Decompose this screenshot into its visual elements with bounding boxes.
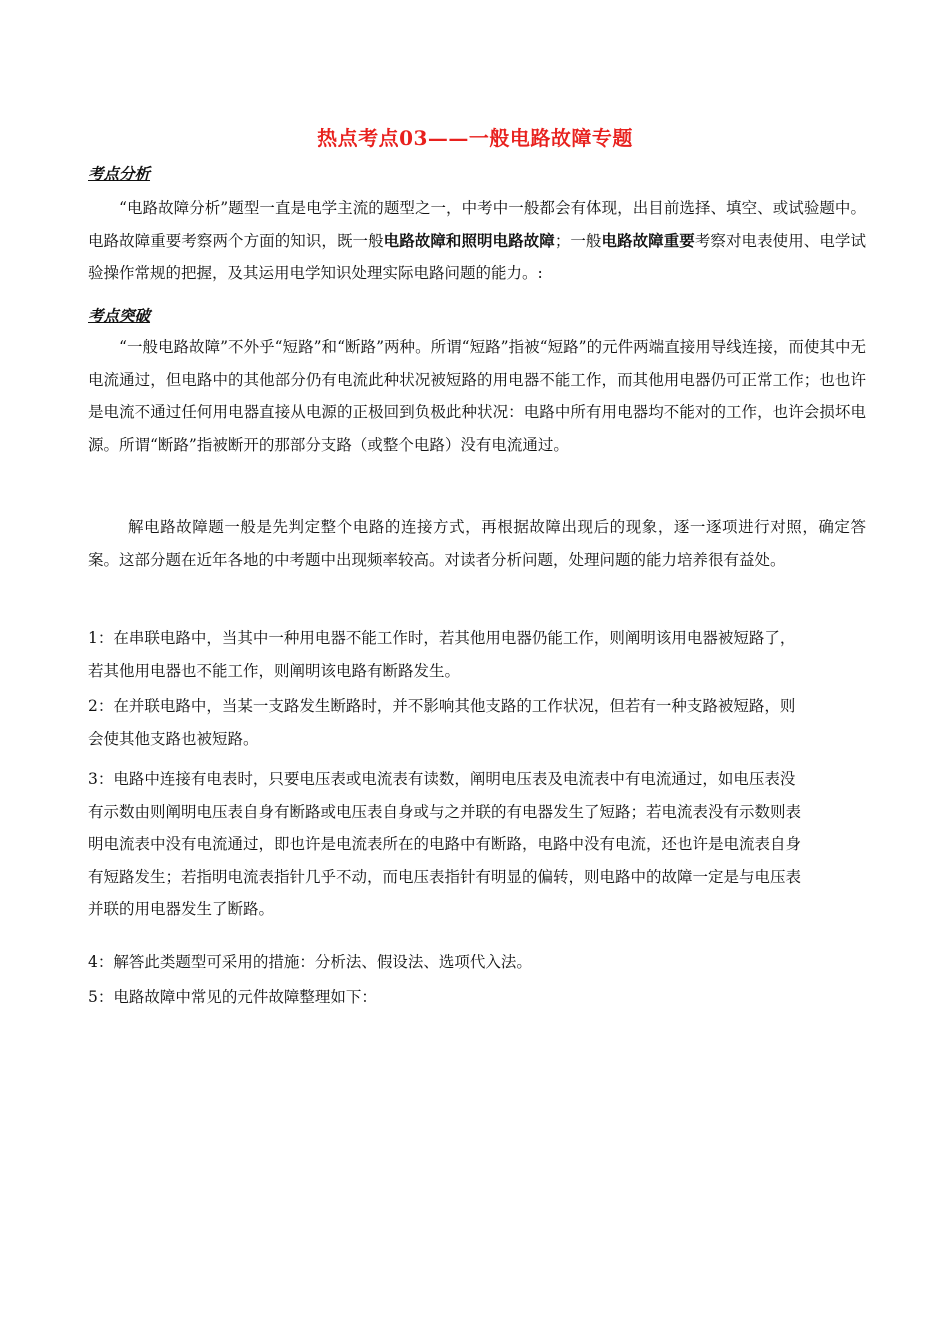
list-item-5 [88,981,866,1014]
analysis-text-1: “电路故障分析”题型一直是电学主流的题型之一，中考中一般都会有体现，出目前选择、填空、或试验题中。电路故障重要考察两个方面的知识，既一般 [88,199,866,250]
list-item-1-line-2: 若其他用电器也不能工作，则阐明该电路有断路发生。 [88,661,461,680]
list-item-3-line-2: 有示数由则阐明电压表自身有断路或电压表自身或与之并联的有电器发生了短路；若电流表没有示数则表 [88,802,802,821]
analysis-bold-2: 电路故障重要 [601,230,695,250]
analysis-bold-1: 电路故障和照明电路故障 [383,230,555,250]
page-title: 热点考点03——一般电路故障专题 [317,126,633,150]
list-item-3-line-3: 明电流表中没有电流通过，即也许是电流表所在的电路中有断路，电路中没有电流，还也许是电流表自身 [88,835,802,853]
analysis-paragraph [88,192,866,290]
list-item-1 [88,622,866,687]
list-item-3-line-5: 并联的用电器发生了断路。 [88,900,275,918]
list-item-1-line-1: 1：在串联电路中，当其中一种用电器不能工作时，若其他用电器仍能工作，则阐明该用电器被短路了， [88,629,796,647]
breakthrough-paragraph-1: “一般电路故障”不外乎“短路”和“断路”两种。所谓“短路”指被“短路”的元件两端直接用导线连接，而使其中无电流通过，但电路中的其他部分仍有电流此种状况被短路的用电器不能工作，而其他用电器仍可正常工作；也也许是电流不通过任何用电器直接从电源的正极回到负极此种状况：电路中所有用电器均不能对的工作，也许会损坏电源。所谓“断路”指被断开的那部分支路（或整个电路）没有电流通过。 [88,338,866,454]
analysis-text-2: ；一般 [554,231,602,250]
list-item-4 [88,946,866,979]
list-item-3-line-4: 有短路发生；若指明电流表指针几乎不动，而电压表指针有明显的偏转，则电路中的故障一定是与电压表 [88,867,802,886]
section-heading-breakthrough: 考点突破 [88,306,151,325]
list-item-3-line-1: 3：电路中连接有电表时，只要电压表或电流表有读数，阐明电压表及电流表中有电流通过，如电压表没 [88,770,796,788]
list-item-2-line-2: 会使其他支路也被短路。 [88,729,259,748]
analysis-text-3: 考察对电表使用、电学试验操作常规的把握，及其运用电学知识处理实际电路问题的能力。: [88,231,866,282]
list-item-2-line-1: 2：在并联电路中，当某一支路发生断路时，并不影响其他支路的工作状况，但若有一种支路被短路，则 [88,697,796,715]
section-heading-analysis: 考点分析 [88,164,151,183]
list-item-3 [88,763,866,926]
list-item-2 [88,690,866,755]
breakthrough-paragraph-2: 解电路故障题一般是先判定整个电路的连接方式，再根据故障出现后的现象，逐一逐项进行对照，确定答案。这部分题在近年各地的中考题中出现频率较高。对读者分析问题，处理问题的能力培养很有益处。 [88,518,866,569]
list-item-4-line-1: 4：解答此类题型可采用的措施：分析法、假设法、选项代入法。 [88,953,532,971]
list-item-5-line-1: 5：电路故障中常见的元件故障整理如下： [88,988,377,1006]
